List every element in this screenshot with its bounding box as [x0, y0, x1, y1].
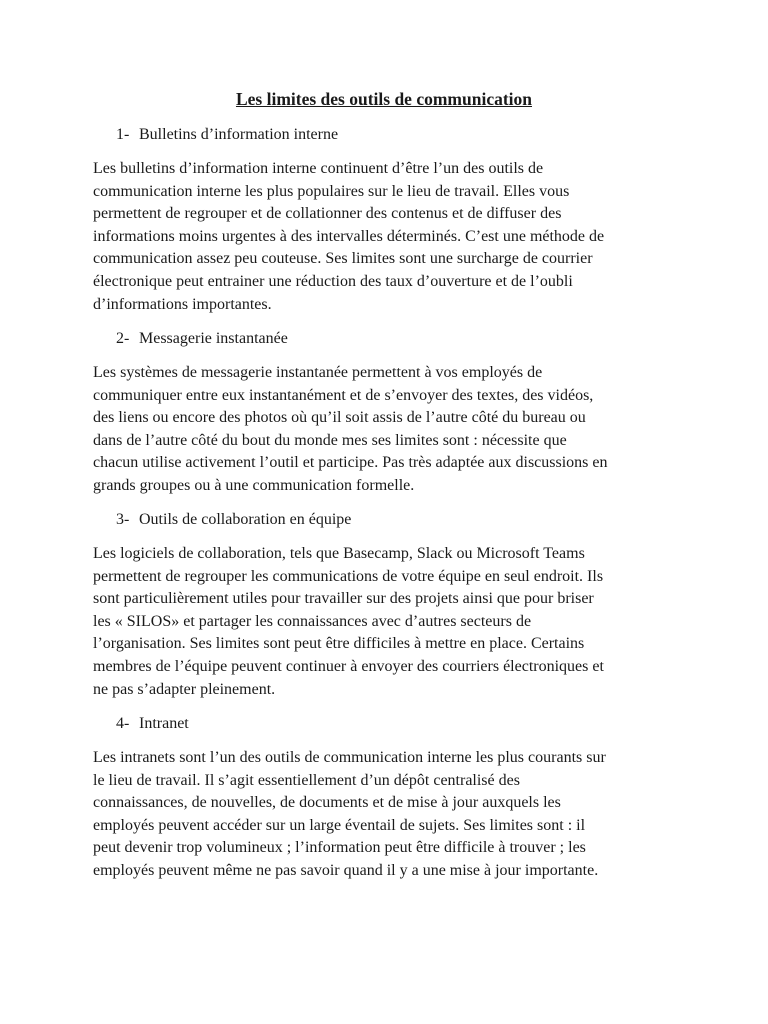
- text-line: permettent de regrouper et de collationner des contenus et de diffuser des: [93, 205, 562, 223]
- text-line: Les bulletins d’information interne continuent d’être l’un des outils de: [93, 160, 544, 177]
- text-line: des liens ou encore des photos où qu’il soit assis de l’autre côté du bureau ou: [93, 409, 586, 427]
- text-line: communication assez peu couteuse. Ses limites sont une surcharge de courrier: [93, 250, 593, 268]
- text-line: permettent de regrouper les communications de votre équipe en seul endroit. Ils: [93, 567, 604, 585]
- text-line: chacun utilise activement l’outil et participe. Pas très adaptée aux discussions en: [93, 454, 608, 472]
- section-paragraph-3: [93, 543, 683, 701]
- text-line: dans de l’autre côté du bout du monde mes ses limites sont : nécessite que: [93, 431, 567, 449]
- text-line: membres de l’équipe peuvent continuer à envoyer des courriers électroniques et: [93, 657, 604, 675]
- text-line: l’organisation. Ses limites sont peut être difficiles à mettre en place. Certains: [93, 635, 585, 653]
- text-line: informations moins urgentes à des intervalles déterminés. C’est une méthode de: [93, 227, 605, 245]
- section-number: 1-: [116, 126, 130, 143]
- section-heading-3: [116, 509, 351, 531]
- text-line: les « SILOS» et partager les connaissances avec d’autres secteurs de: [93, 612, 532, 630]
- section-paragraph-4: [93, 747, 683, 883]
- text-line: employés peuvent accéder sur un large éventail de sujets. Ses limites sont : il: [93, 816, 586, 834]
- section-heading-text: Messagerie instantanée: [139, 330, 288, 347]
- section-heading-text: Intranet: [139, 715, 189, 732]
- section-heading-text: Outils de collaboration en équipe: [139, 511, 352, 528]
- text-line: électronique peut entrainer une réduction des taux d’ouverture et de l’oubli: [93, 272, 573, 290]
- text-line: Les intranets sont l’un des outils de communication interne les plus courants sur: [93, 749, 606, 766]
- section-number: 2-: [116, 330, 130, 347]
- text-line: connaissances, de nouvelles, de documents et de mise à jour auxquels les: [93, 794, 561, 812]
- text-line: le lieu de travail. Il s’agit essentiellement d’un dépôt centralisé des: [93, 771, 520, 789]
- section-paragraph-2: [93, 362, 683, 498]
- text-line: d’informations importantes.: [93, 295, 272, 313]
- text-line: communiquer entre eux instantanément et de s’envoyer des textes, des vidéos,: [93, 386, 594, 404]
- section-number: 3-: [116, 511, 130, 528]
- section-paragraph-1: [93, 158, 683, 316]
- section-heading-2: [116, 328, 288, 350]
- section-heading-text: Bulletins d’information interne: [139, 126, 339, 143]
- text-line: Les logiciels de collaboration, tels que Basecamp, Slack ou Microsoft Teams: [93, 545, 585, 562]
- text-line: Les systèmes de messagerie instantanée permettent à vos employés de: [93, 364, 543, 381]
- text-line: sont particulièrement utiles pour travailler sur des projets ainsi que pour briser: [93, 590, 594, 608]
- text-line: grands groupes ou à une communication formelle.: [93, 476, 415, 494]
- section-heading-4: [116, 713, 189, 735]
- section-heading-1: [116, 124, 338, 146]
- text-line: ne pas s’adapter pleinement.: [93, 680, 276, 698]
- document-title: Les limites des outils de communication: [235, 89, 533, 109]
- text-line: peut devenir trop volumineux ; l’information peut être difficile à trouver ; les: [93, 839, 586, 857]
- section-number: 4-: [116, 715, 130, 732]
- text-line: employés peuvent même ne pas savoir quand il y a une mise à jour importante.: [93, 861, 599, 879]
- text-line: communication interne les plus populaires sur le lieu de travail. Elles vous: [93, 182, 570, 200]
